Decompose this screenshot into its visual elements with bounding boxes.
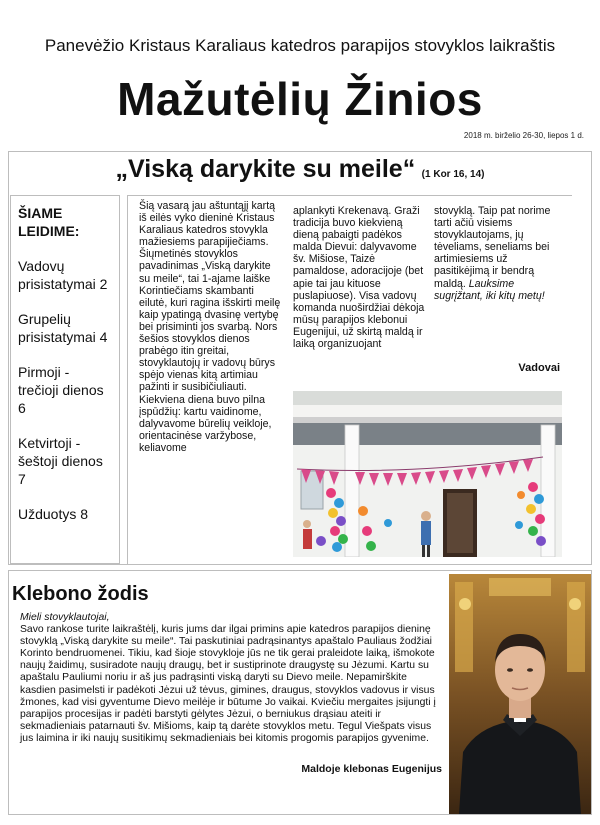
toc-item: Pirmoji - trečioji dienos 6 (18, 364, 104, 416)
pastor-portrait-photo (449, 574, 591, 814)
front-headline (0, 155, 600, 184)
toc-title: ŠIAME LEIDIME: (18, 205, 80, 239)
article-column-3 (434, 205, 564, 302)
masthead-title: Mažutėlių Žinios (117, 73, 483, 125)
article-text-3: stovyklą. Taip pat norime tarti ačiū visiems stovyklautojams, jų tėveliams, seneliams bei artimiesiems už pasitikėjimą ir bendrą maldą. (434, 205, 551, 290)
headline-reference: (1 Kor 16, 14) (421, 169, 485, 180)
toc-item: Grupelių prisistatymai 4 (18, 311, 108, 345)
newsletter-kicker: Panevėžio Kristaus Karaliaus katedros parapijos stovyklos laikraštis (44, 36, 556, 55)
camp-building-photo (293, 391, 562, 557)
issue-dateline: 2018 m. birželio 26-30, liepos 1 d. (463, 131, 584, 140)
article-closing: Lauksime sugrįžtant, iki kitų metų! (434, 277, 545, 302)
pastor-word-text (20, 612, 443, 745)
pastor-greeting: Mieli stovyklautojai, (20, 612, 110, 623)
pastor-signature: Maldoje klebonas Eugenijus (301, 763, 442, 775)
toc-item: Vadovų prisistatymai 2 (18, 258, 108, 292)
pastor-body: Savo rankose turite laikraštėlį, kuris jums dar ilgai primins apie katedros parapijos dieninę stovyklą „Viską darykite su meile“. Tai paskutiniai padrąsinantys apaštalo Pauliaus žodžiai Korinto bendruomenei. Tikiu, kad šioje stovykloje jūs ne tik gerai praleidote laiką, išmokote naujų žaidimų, susiradote naujų draugų, bet ir sustiprinote draugystę su Jėzumi. Kartu su apaštalu Pauliumi noriu ir aš jus padrąsinti viską daryti su Dievo meile. Nepamirškite kasdien pasimelsti ir padėkoti Jėzui už tėvus, gimines, draugus, stovyklos vadovus ir visus žmones, kad visi gyventume Dievo meilėje ir būtume Jo vaikai. Kviečiu mergaites įsijungti į parapijos procesijas ir padėti barstyti gėlytes Jėzui, o berniukus drąsiau ateiti ir sekmadieniais patarnauti šv. Mišioms, kaip tą darėte stovyklos metu. Tegul Viešpats visus jus laimina ir iki naujų susitikimų sekmadieniais bei kitomis progomis parapijos gyvenime. (20, 624, 436, 744)
article-column-1 (139, 200, 281, 454)
article-text-2: aplankyti Krekenavą. Graži tradicija buvo kiekvieną dieną pabaigti padėkos malda Dievui: dalyvavome šv. Mišiose, Taizė pamaldose, adoracijoje (bet apie tai jau kituose puslapiuose). Visa vadovų komanda nuoširdžiai dėkoja mūsų parapijos klebonui Eugenijui, už skirtą maldą ir laiką organizuojant (293, 205, 425, 351)
toc-item: Ketvirtoji - šeštoji dienos 7 (18, 435, 103, 487)
article-signoff: Vadovai (518, 362, 560, 374)
article-text-1: Šią vasarą jau aštuntąjį kartą iš eilės vyko dieninė Kristaus Karaliaus katedros stovykla mažiesiems parapijiečiams. Šiųmetinės stovyklos pavadinimas „Viską darykite su meile“, tai 1-ajame laiške Korintiečiams skambanti eilutė, kuri ragina išskirti meilę kaip ypatingą dvasinę vertybę bei prisiminti jos svarbą. Nors šešios stovyklos dienos prabėgo itin greitai, stovyklautojų ir vadovų būrys spėjo vienas kitą artimiau pažinti ir susibičiuliauti. Kiekviena diena buvo pilna įspūdžių: kartu vaidinome, dalyvavome būrelių veikloje, orientacinėse varžybose, keliavome (139, 200, 281, 454)
article-column-2 (293, 205, 431, 350)
headline-main: „Viską darykite su meile“ (115, 155, 416, 183)
in-this-issue-box (10, 195, 120, 564)
toc-item: Užduotys 8 (18, 506, 89, 522)
pastor-word-title: Klebono žodis (12, 583, 149, 605)
